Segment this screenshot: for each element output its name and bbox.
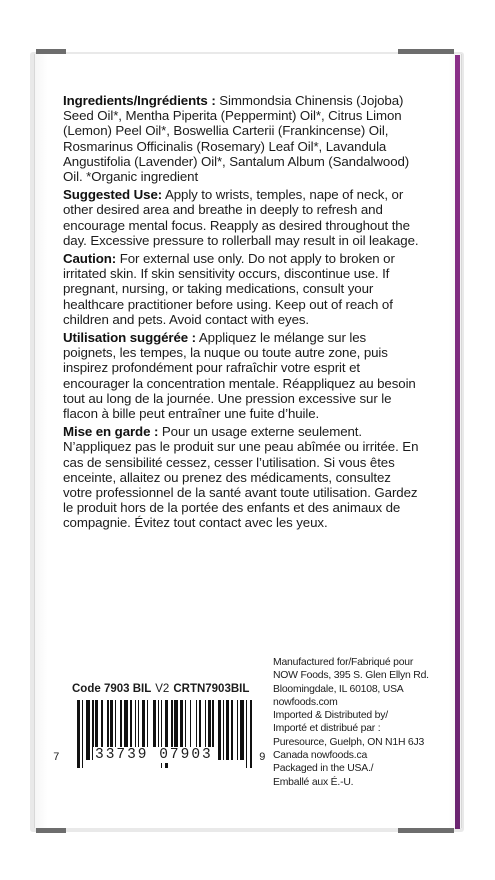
upc-barcode [53,700,273,772]
mise-en-garde-paragraph [63,424,419,530]
edge-stripe [455,55,460,829]
manufacturer-line: nowfoods.com [273,696,338,708]
barcode-bar [223,700,224,760]
suggested-use-heading: Suggested Use: [63,187,163,203]
suggested-use-text: Apply to wrists, temples, nape of neck, or other desired area and breathe in deeply to refresh and encourage mental focus. Reapply as desired throughout the day. Excessive pressure to rollerball may result in oil leakage. [63,187,419,248]
utilisation-heading: Utilisation suggérée : [63,330,197,346]
version-label: V2 [155,683,170,695]
product-code: Code 7903 BIL [72,683,152,695]
mise-en-garde-text: Pour un usage externe seulement. N’appliquez pas le produit sur une peau abîmée ou irritée. En cas de sensibilité cessez, cesser l’utilisation. Si vous êtes enceinte, allaitez ou prenez des médicaments, consultez votre professionnel de la santé avant toute utilisation. Gardez le produit hors de la portée des enfants et des animaux de compagnie. Évitez tout contact avec les yeux. [63,424,419,531]
carton-code: CRTN7903BIL [173,683,250,695]
manufacturer-line: NOW Foods, 395 S. Glen Ellyn Rd. [273,670,429,682]
barcode-right-digit: 9 [259,752,266,764]
barcode-bar [218,700,221,760]
barcode-bar [226,700,229,760]
manufacturer-line: Importé et distribué par : [273,723,381,735]
suggested-use-paragraph [63,187,419,248]
manufacturer-info [273,656,443,789]
barcode-bar [237,700,238,760]
barcode-bar [82,700,83,768]
utilisation-text: Appliquez le mélange sur les poignets, les tempes, la nuque ou toute autre zone, puis inspirez profondément pour rafraîchir votre esprit et encourager la concentration mentale. Réappliquez au besoin tout au long de la journée. Une pression excessive sur le flacon à bille peut entraîner une fuite d’huile. [63,330,416,422]
barcode-bar [231,700,234,760]
barcode-bar [246,700,247,768]
bottom-left-flap [36,828,66,833]
ingredients-paragraph [63,93,419,184]
barcode-left-digit: 7 [53,752,60,764]
label-text-block [63,93,419,534]
barcode-bar [240,700,244,760]
bottom-right-flap [398,828,454,833]
utilisation-paragraph [63,330,419,421]
barcode-bar [86,700,90,760]
caution-heading: Caution: [63,251,117,267]
top-left-flap [36,49,66,54]
mise-en-garde-heading: Mise en garde : [63,424,159,440]
manufacturer-line: Manufactured for/Fabriqué pour [273,657,414,668]
product-code-line [72,683,249,695]
manufacturer-line: Emballé aux É.-U. [273,776,354,788]
manufacturer-line: Packaged in the USA./ [273,763,374,775]
manufacturer-line: Imported & Distributed by/ [273,710,388,722]
barcode-digits: 33739 07903 [95,747,213,763]
manufacturer-line: Bloomingdale, IL 60108, USA [273,683,404,695]
barcode-bar [77,700,80,768]
ingredients-heading: Ingredients/Ingrédients : [63,93,216,108]
caution-text: For external use only. Do not apply to broken or irritated skin. If skin sensitivity occurs, discontinue use. If pregnant, nursing, or taking medications, consult your healthcare practitioner before using. Keep out of reach of children and pets. Avoid contact with eyes. [63,251,395,327]
label-footer [53,656,433,816]
caution-paragraph [63,251,419,327]
ingredients-text: Simmondsia Chinensis (Jojoba) Seed Oil*, Mentha Piperita (Peppermint) Oil*, Citrus Limon (Lemon) Peel Oil*, Boswellia Carterii (Frankincense) Oil, Rosmarinus Officinalis (Rosemary) Leaf Oil*, Lavandula Angustifolia (Lavender) Oil*, Santalum Album (Sandalwood) Oil. *Organic ingredient [63,93,410,185]
top-right-flap [398,49,454,54]
manufacturer-line: Canada nowfoods.ca [273,750,368,762]
barcode-bar [250,700,251,768]
manufacturer-line: Puresource, Guelph, ON N1H 6J3 [273,736,425,748]
